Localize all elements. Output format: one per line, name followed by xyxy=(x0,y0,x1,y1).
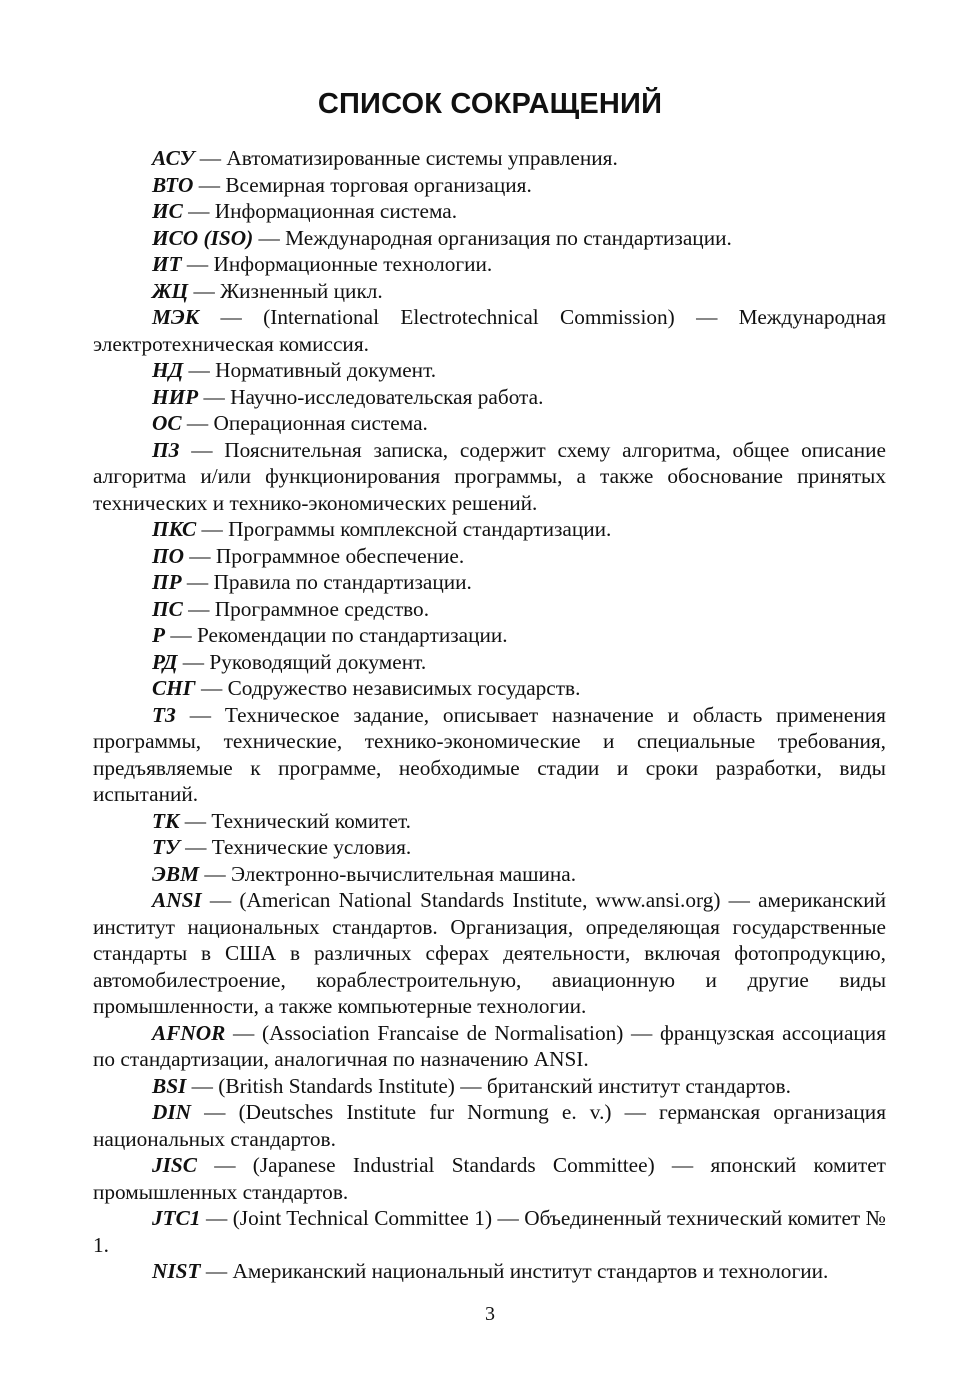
abbreviation-definition: Правила по стандартизации. xyxy=(213,570,472,594)
abbreviation-term: ИТ xyxy=(152,252,182,276)
abbreviation-entry xyxy=(93,1020,886,1073)
em-dash: — xyxy=(196,517,229,541)
abbreviation-entry xyxy=(93,808,886,835)
abbreviation-term: JTC1 xyxy=(152,1206,201,1230)
em-dash: — xyxy=(182,199,215,223)
abbreviation-term: НИР xyxy=(152,384,199,409)
abbreviation-definition: (Joint Technical Committee 1) — Объединенный технический комитет № 1. xyxy=(93,1206,886,1257)
abbreviation-definition: (British Standards Institute) — британский институт стандартов. xyxy=(218,1073,791,1098)
abbreviation-entry xyxy=(93,1152,886,1205)
em-dash: — xyxy=(193,172,226,197)
abbreviation-definition: Руководящий документ. xyxy=(209,649,427,674)
abbreviation-term: ANSI xyxy=(152,888,202,912)
abbreviation-definition: Программы комплексной стандартизации. xyxy=(228,517,612,541)
abbreviation-definition: (Association Francaise de Normalisation) — французская ассоциация по стандартизации, аналогичная по назначению ANSI. xyxy=(93,1020,886,1071)
abbreviation-term: ИС xyxy=(152,199,183,223)
abbreviation-entry xyxy=(93,887,886,1020)
abbreviation-entry xyxy=(93,198,886,225)
em-dash: — xyxy=(199,861,231,886)
abbreviation-entry xyxy=(93,1073,886,1100)
em-dash: — xyxy=(182,596,215,621)
abbreviation-definition: Всемирная торговая организация. xyxy=(225,172,532,197)
em-dash: — xyxy=(191,1100,239,1124)
em-dash: — xyxy=(201,888,240,912)
abbreviation-entry xyxy=(93,1258,886,1285)
em-dash: — xyxy=(186,1073,219,1098)
abbreviation-term: ОС xyxy=(152,411,182,435)
abbreviations-list xyxy=(93,145,886,1285)
abbreviation-term: AFNOR xyxy=(152,1020,226,1045)
abbreviation-definition: Международная организация по стандартизации. xyxy=(285,225,732,250)
abbreviation-entry xyxy=(93,304,886,357)
em-dash: — xyxy=(188,278,221,303)
abbreviation-definition: Информационные технологии. xyxy=(213,252,493,276)
abbreviation-entry xyxy=(93,702,886,808)
em-dash: — xyxy=(200,1206,233,1230)
abbreviation-term: НД xyxy=(152,358,184,382)
abbreviation-entry xyxy=(93,172,886,199)
abbreviation-entry xyxy=(93,516,886,543)
abbreviation-entry xyxy=(93,384,886,411)
abbreviation-term: Р xyxy=(152,623,166,647)
abbreviation-term: АСУ xyxy=(152,146,195,170)
em-dash: — xyxy=(253,225,286,250)
abbreviation-entry xyxy=(93,225,886,252)
abbreviation-entry xyxy=(93,569,886,596)
abbreviation-term: JISC xyxy=(152,1153,197,1177)
abbreviation-definition: Автоматизированные системы управления. xyxy=(226,146,618,170)
em-dash: — xyxy=(225,1020,263,1045)
abbreviation-entry xyxy=(93,834,886,861)
abbreviation-entry xyxy=(93,251,886,278)
abbreviation-definition: Американский национальный институт стандартов и технологии. xyxy=(232,1259,829,1283)
abbreviation-term: ТУ xyxy=(152,835,180,859)
em-dash: — xyxy=(183,358,216,382)
abbreviation-definition: (American National Standards Institute, www.ansi.org) — американский институт национальных стандартов. Организация, определяющая государственные стандарты в США в различных сферах деятельности, включая фотопродукцию, автомобилестроение, кораблестроительную, авиационную и другие виды промышленности, а также компьютерные технологии. xyxy=(93,888,886,1018)
abbreviation-entry xyxy=(93,649,886,676)
abbreviation-term: NIST xyxy=(152,1259,201,1283)
abbreviation-entry xyxy=(93,543,886,570)
em-dash: — xyxy=(179,808,212,833)
abbreviation-entry xyxy=(93,278,886,305)
em-dash: — xyxy=(200,1259,233,1283)
em-dash: — xyxy=(181,252,214,276)
abbreviation-definition: Технический комитет. xyxy=(211,808,412,833)
abbreviation-term: ИСО (ISO) xyxy=(152,225,254,250)
abbreviation-term: ПС xyxy=(152,596,183,621)
abbreviation-definition: Жизненный цикл. xyxy=(220,278,383,303)
abbreviation-definition: Технические условия. xyxy=(211,835,412,859)
abbreviation-definition: Нормативный документ. xyxy=(215,358,437,382)
abbreviation-definition: Программное обеспечение. xyxy=(215,543,465,568)
abbreviation-definition: Содружество независимых государств. xyxy=(227,676,581,700)
abbreviation-term: ЭВМ xyxy=(152,861,200,886)
abbreviation-definition: Рекомендации по стандартизации. xyxy=(196,623,508,647)
abbreviation-entry xyxy=(93,437,886,517)
em-dash: — xyxy=(195,676,228,700)
abbreviation-term: ПКС xyxy=(152,517,197,541)
abbreviation-entry xyxy=(93,861,886,888)
abbreviation-term: ТЗ xyxy=(152,702,176,727)
abbreviation-definition: Электронно-вычислительная машина. xyxy=(230,861,577,886)
em-dash: — xyxy=(197,1153,253,1177)
abbreviation-entry xyxy=(93,1099,886,1152)
abbreviation-term: СНГ xyxy=(152,676,196,700)
abbreviation-definition: Информационная система. xyxy=(214,199,458,223)
abbreviation-entry xyxy=(93,675,886,702)
abbreviation-entry xyxy=(93,357,886,384)
abbreviation-definition: (International Electrotechnical Commission) — Международная электротехническая комиссия. xyxy=(93,305,886,356)
abbreviation-definition: Пояснительная записка, содержит схему алгоритма, общее описание алгоритма и/или функционирования программы, а также обоснование принятых технических и технико-экономических решений. xyxy=(93,437,886,515)
abbreviation-entry xyxy=(93,145,886,172)
em-dash: — xyxy=(183,543,216,568)
em-dash: — xyxy=(177,649,210,674)
abbreviation-entry xyxy=(93,622,886,649)
abbreviation-definition: (Japanese Industrial Standards Committee) — японский комитет промышленных стандартов. xyxy=(93,1153,886,1204)
abbreviation-term: ЖЦ xyxy=(152,278,189,303)
abbreviation-term: РД xyxy=(152,649,178,674)
abbreviation-definition: Техническое задание, описывает назначение и область применения программы, технические, технико-экономические и специальные требования, предъявляемые к программе, необходимые стадии и сроки разработки, виды испытаний. xyxy=(93,702,886,806)
abbreviation-definition: Научно-исследовательская работа. xyxy=(230,384,544,409)
abbreviation-term: ПР xyxy=(152,570,182,594)
em-dash: — xyxy=(165,623,197,647)
abbreviation-definition: Операционная система. xyxy=(213,411,428,435)
page-title: СПИСОК СОКРАЩЕНИЙ xyxy=(317,88,663,120)
em-dash: — xyxy=(198,384,231,409)
em-dash: — xyxy=(175,702,225,727)
em-dash: — xyxy=(194,146,227,170)
abbreviation-entry xyxy=(93,596,886,623)
abbreviation-term: DIN xyxy=(152,1100,192,1124)
em-dash: — xyxy=(199,305,264,329)
abbreviation-term: ТК xyxy=(152,808,180,833)
abbreviation-term: МЭК xyxy=(152,305,200,329)
abbreviation-term: ПО xyxy=(152,543,184,568)
em-dash: — xyxy=(181,570,214,594)
abbreviation-term: ВТО xyxy=(152,172,194,197)
em-dash: — xyxy=(179,437,225,462)
abbreviation-entry xyxy=(93,1205,886,1258)
abbreviation-entry xyxy=(93,410,886,437)
abbreviation-definition: Программное средство. xyxy=(214,596,430,621)
abbreviation-definition: (Deutsches Institute fur Normung e. v.) — германская организация национальных стандартов. xyxy=(93,1100,886,1151)
em-dash: — xyxy=(179,835,212,859)
abbreviation-term: ПЗ xyxy=(152,437,180,462)
page-number: 3 xyxy=(485,1303,495,1325)
abbreviation-term: BSI xyxy=(152,1073,187,1098)
em-dash: — xyxy=(181,411,214,435)
